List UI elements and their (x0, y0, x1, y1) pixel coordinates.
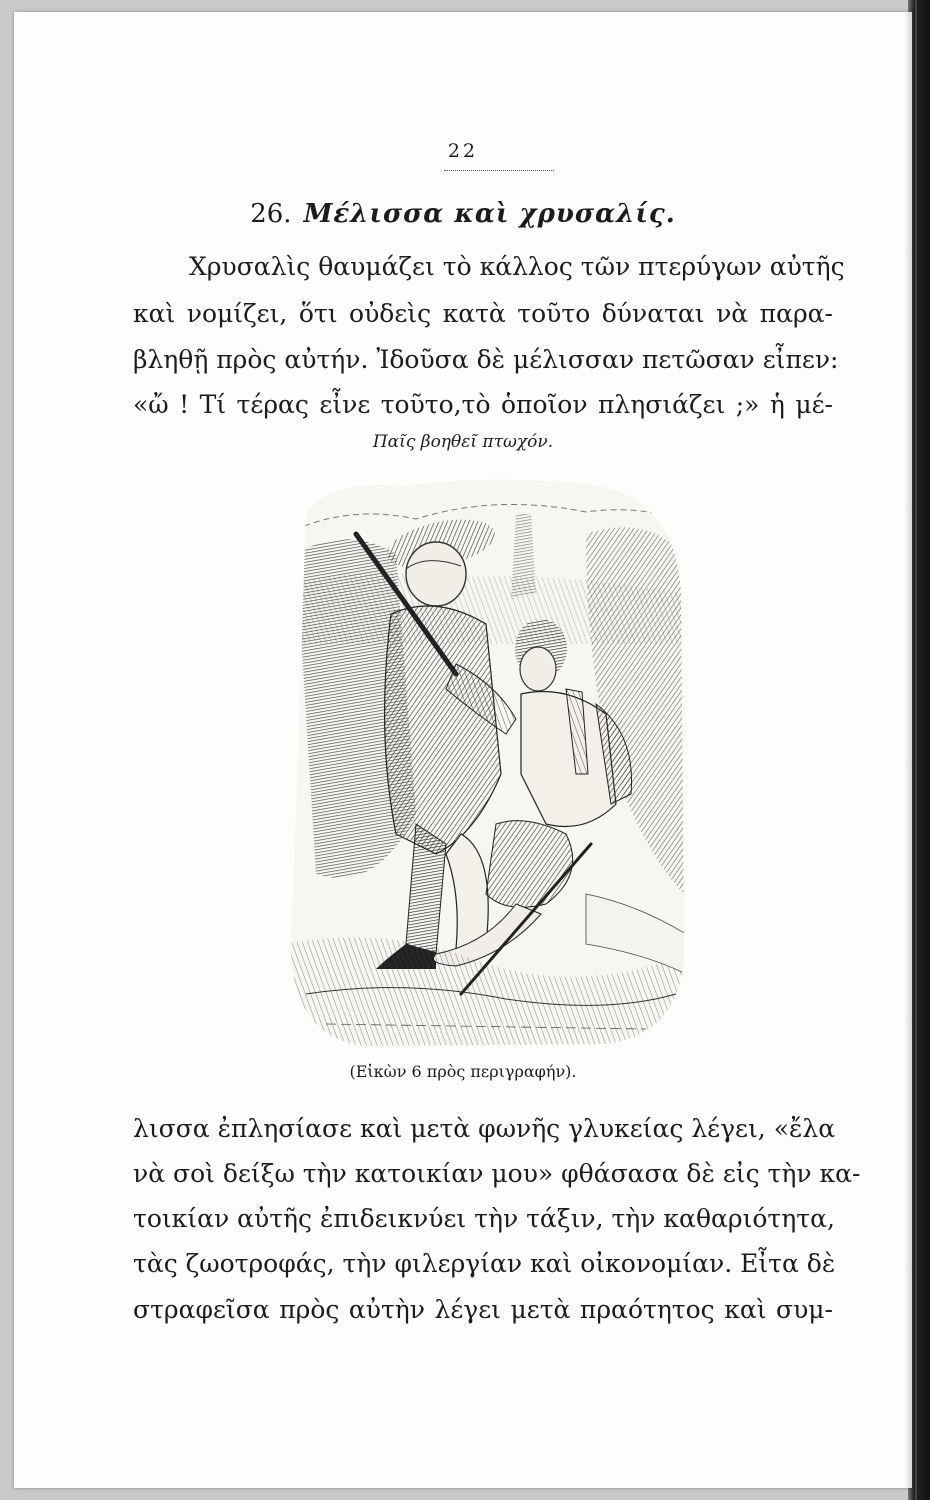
section-title: Μέλισσα καὶ χρυσαλίς. (303, 199, 676, 229)
text-line: Χρυσαλὶς θαυμάζει τὸ κάλλος τῶν πτερύγων αὐτῆς (189, 252, 845, 281)
section-heading (14, 199, 912, 229)
text-line: στραφεῖσα πρὸς αὐτὴν λέγει μετὰ πραότητος καὶ συμ- (133, 1295, 833, 1324)
text-line: βληθῇ πρὸς αὐτήν. Ἰδοῦσα δὲ μέλισσαν πετῶσαν εἶπεν: (133, 345, 839, 374)
text-line: νὰ σοὶ δείξω τὴν κατοικίαν μου» φθάσασα δὲ εἰς τὴν κα- (133, 1159, 861, 1188)
text-line: «ὤ ! Τί τέρας εἶνε τοῦτο,τὸ ὁποῖον πλησιάζει ;» ἡ μέ- (133, 390, 833, 419)
text-line: τὰς ζωοτροφάς, τὴν φιλεργίαν καὶ οἰκονομίαν. Εἶτα δὲ (133, 1249, 836, 1278)
text-line: τοικίαν αὐτῆς ἐπιδεικνύει τὴν τάξιν, τὴν καθαριότητα, (133, 1204, 835, 1233)
page-number-rule (444, 170, 554, 171)
engraving-illustration (286, 474, 686, 1052)
binding-edge-line (915, 0, 917, 1500)
illustration-title: Παῖς βοηθεῖ πτωχόν. (372, 432, 554, 452)
book-page (14, 12, 912, 1488)
text-line: καὶ νομίζει, ὅτι οὐδεὶς κατὰ τοῦτο δύναται νὰ παρα- (133, 299, 833, 328)
section-number: 26. (250, 199, 292, 229)
text-line: λισσα ἐπλησίασε καὶ μετὰ φωνῆς γλυκείας λέγει, «ἔλα (133, 1114, 836, 1143)
page-number: 22 (447, 140, 479, 162)
page-edge-shadow (904, 12, 912, 1488)
illustration-caption: (Εἰκὼν 6 πρὸς περιγραφήν). (349, 1062, 577, 1081)
